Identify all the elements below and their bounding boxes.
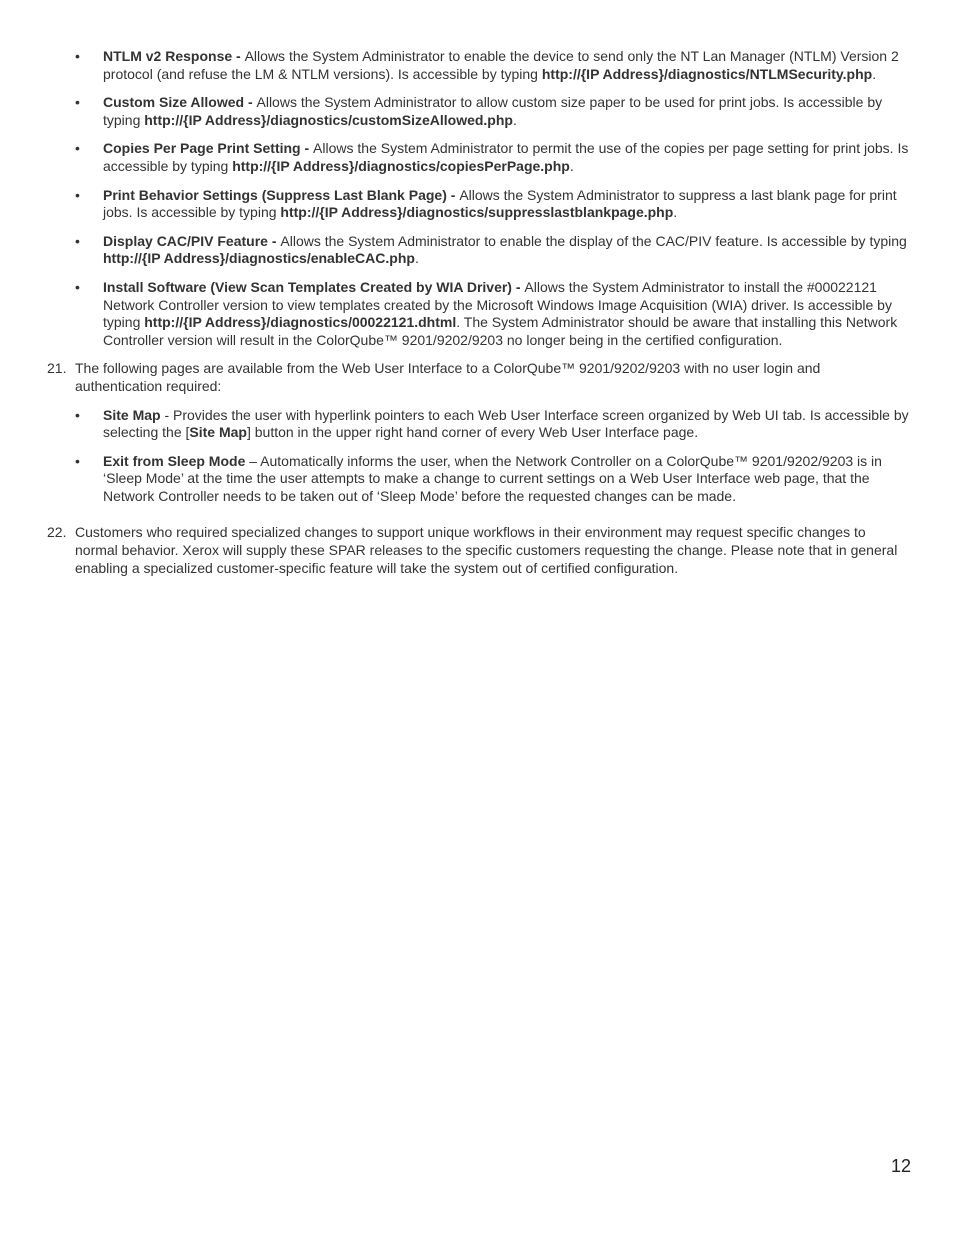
numbered-item-22 [0,524,954,577]
bullet-text: Allows the System Administrator to install the #00022121 Network Controller version to view templates created by the Microsoft Windows Image Acquisition (WIA) driver. Is accessible by typing [103,278,892,331]
bullet-install-software-wia [0,279,954,349]
item-number: 22. [47,524,67,541]
item-text: Customers who required specialized changes to support unique workflows in their environment may request specific changes to normal behavior. Xerox will supply these SPAR releases to the specific customers requesting the change. Please note that in general enabling a specialized customer-specific feature will take the system out of certified configuration. [75,524,898,576]
bullet-text: Allows the System Administrator to enable the device to send only the NT Lan Manager (NTLM) Version 2 protocol (and refuse the LM & NTLM versions). Is accessible by typing [103,48,899,82]
item-text: The following pages are available from the Web User Interface to a ColorQube™ 9201/9202/9203 with no user login and authentication required: [75,360,821,394]
bullet-bold-term: Site Map [189,424,247,441]
bullet-tail: . The System Administrator should be aware that installing this Network Controller version will result in the ColorQube™ 9201/9202/9203 no longer being in the certified configuration. [103,314,898,348]
bullet-dot: • [75,452,80,469]
bullet-dot: • [75,48,80,64]
bullet-url: http://{IP Address}/diagnostics/00022121.dhtml [144,314,457,331]
bullet-text: Allows the System Administrator to suppress a last blank page for print jobs. Is accessible by typing [103,186,897,221]
bullet-title: NTLM v2 Response - [103,48,245,64]
bullet-custom-size-allowed [0,94,954,129]
bullet-url: http://{IP Address}/diagnostics/customSizeAllowed.php [144,111,513,128]
bullet-tail: . [512,111,517,128]
bullet-ntlm-v2-response [0,48,954,83]
bullet-exit-from-sleep-mode [0,453,954,506]
bullet-dot: • [75,140,80,157]
bullet-tail: . [872,65,877,82]
bullet-dot: • [75,186,80,203]
bullet-print-behavior-settings [0,187,954,222]
bullet-dot: • [75,406,80,423]
bullet-url: http://{IP Address}/diagnostics/enableCAC.php [103,250,415,267]
bullet-tail: . [569,157,574,174]
bullet-dot: • [75,278,80,295]
bullet-url: http://{IP Address}/diagnostics/NTLMSecurity.php [541,65,873,82]
bullet-text: Allows the System Administrator to permit the use of the copies per page setting for print jobs. Is accessible by typing [103,140,909,174]
bullet-text: Allows the System Administrator to enable the display of the CAC/PIV feature. Is accessible by typing [280,232,907,249]
bullet-title: Site Map [103,406,161,423]
bullet-dot: • [75,232,80,249]
bullet-text-end: ] button in the upper right hand corner of every Web User Interface page. [246,424,699,441]
bullet-title: Custom Size Allowed - [103,94,257,111]
bullet-dot: • [75,94,80,111]
bullet-copies-per-page [0,140,954,175]
bullet-site-map [0,407,954,442]
bullet-display-cac-piv [0,233,954,268]
page-number: 12 [890,1156,911,1176]
bullet-text: – Automatically informs the user, when the Network Controller on a ColorQube™ 9201/9202/9203 is in ‘Sleep Mode’ at the time the user attempts to make a change to current settings on a Web User Interface web page, that the Network Controller needs to be taken out of ‘Sleep Mode’ before the requested changes can be made. [103,452,882,504]
bullet-title: Copies Per Page Print Setting - [103,140,314,157]
bullet-tail: . [414,250,419,267]
numbered-item-21 [0,360,954,395]
bullet-url: http://{IP Address}/diagnostics/suppresslastblankpage.php [280,204,674,221]
bullet-list-diagnostics [0,48,954,577]
bullet-text: Allows the System Administrator to allow custom size paper to be used for print jobs. Is accessible by typing [103,94,883,128]
bullet-title: Print Behavior Settings (Suppress Last Blank Page) - [103,186,460,203]
item-number: 21. [47,360,67,377]
bullet-text: - Provides the user with hyperlink pointers to each Web User Interface screen organized by Web UI tab. Is accessible by selecting the [ [103,406,909,441]
bullet-tail: . [673,204,678,221]
bullet-url: http://{IP Address}/diagnostics/copiesPerPage.php [232,157,570,174]
bullet-title: Exit from Sleep Mode [103,452,246,469]
bullet-title: Display CAC/PIV Feature - [103,232,281,249]
bullet-title: Install Software (View Scan Templates Created by WIA Driver) - [103,278,525,295]
